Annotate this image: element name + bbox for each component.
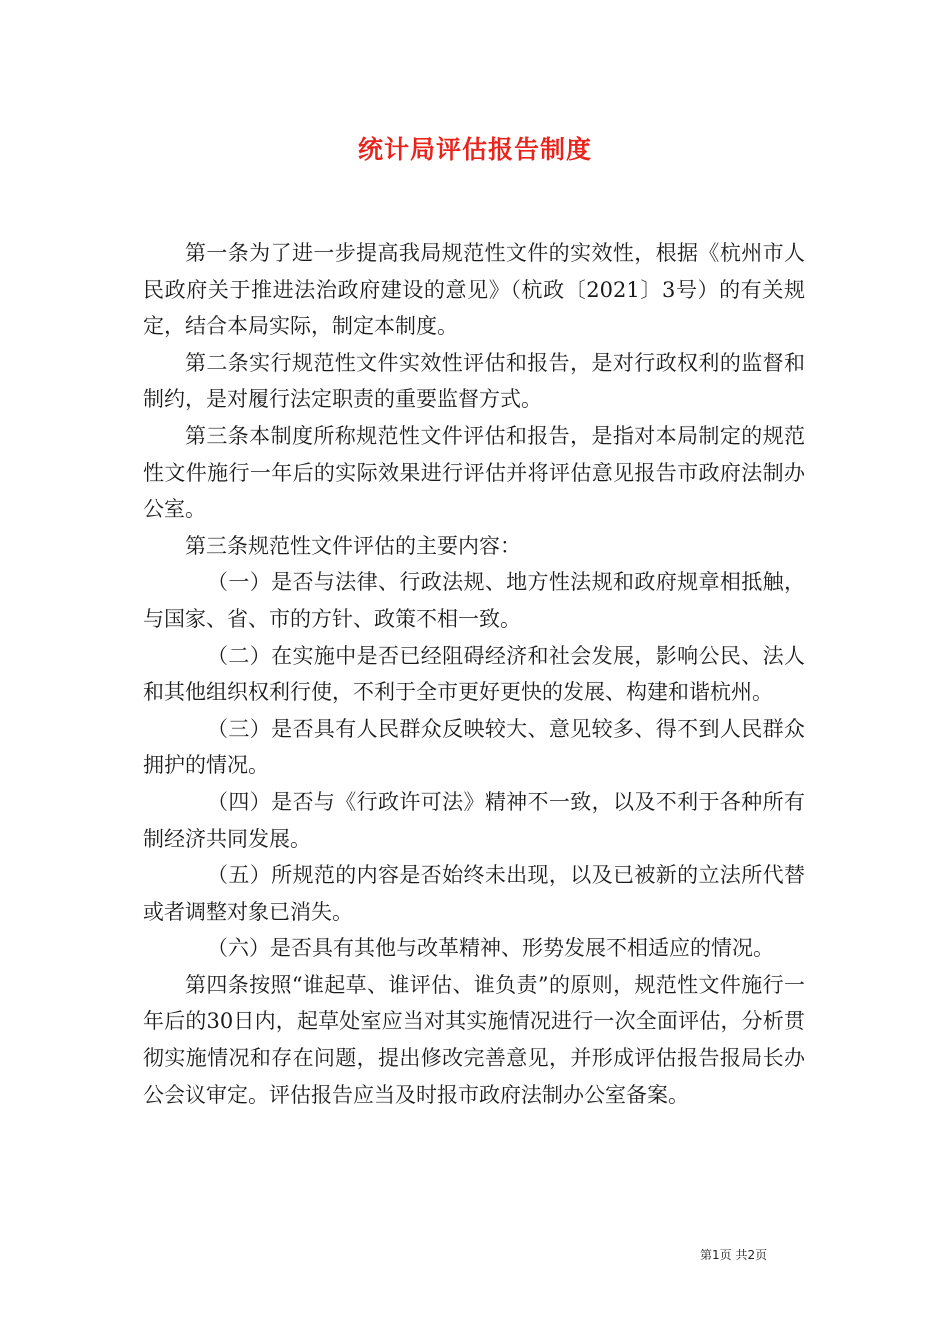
document-body — [143, 235, 805, 1113]
paragraph-article-3: 第三条本制度所称规范性文件评估和报告，是指对本局制定的规范性文件施行一年后的实际效果进行评估并将评估意见报告市政府法制办公室。 — [143, 423, 805, 522]
list-item-1: （一）是否与法律、行政法规、地方性法规和政府规章相抵触，与国家、省、市的方针、政策不相一致。 — [143, 570, 805, 631]
list-item-6: （六）是否具有其他与改革精神、形势发展不相适应的情况。 — [207, 936, 774, 961]
paragraph-article-3-contents: 第三条规范性文件评估的主要内容： — [185, 533, 521, 558]
page-number-footer: 第1页 共2页 — [700, 1248, 768, 1262]
list-item-4: （四）是否与《行政许可法》精神不一致，以及不利于各种所有制经济共同发展。 — [143, 789, 805, 851]
list-item-2: （二）在实施中是否已经阻碍经济和社会发展，影响公民、法人和其他组织权利行使，不利于全市更好更快的发展、构建和谐杭州。 — [143, 643, 805, 705]
paragraph-article-2: 第二条实行规范性文件实效性评估和报告，是对行政权利的监督和制约，是对履行法定职责的重要监督方式。 — [143, 350, 805, 412]
list-item-3: （三）是否具有人民群众反映较大、意见较多、得不到人民群众拥护的情况。 — [143, 716, 805, 778]
list-item-5: （五）所规范的内容是否始终未出现，以及已被新的立法所代替或者调整对象已消失。 — [143, 863, 805, 924]
paragraph-article-4: 第四条按照“谁起草、谁评估、谁负责”的原则，规范性文件施行一年后的30日内，起草处室应当对其实施情况进行一次全面评估，分析贯彻实施情况和存在问题，提出修改完善意见，并形成评估报告报局长办公会议审定。评估报告应当及时报市政府法制办公室备案。 — [143, 972, 805, 1107]
document-title: 统计局评估报告制度 — [357, 135, 592, 164]
paragraph-article-1: 第一条为了进一步提高我局规范性文件的实效性，根据《杭州市人民政府关于推进法治政府建设的意见》（杭政〔2021〕3号）的有关规定，结合本局实际，制定本制度。 — [143, 241, 805, 339]
